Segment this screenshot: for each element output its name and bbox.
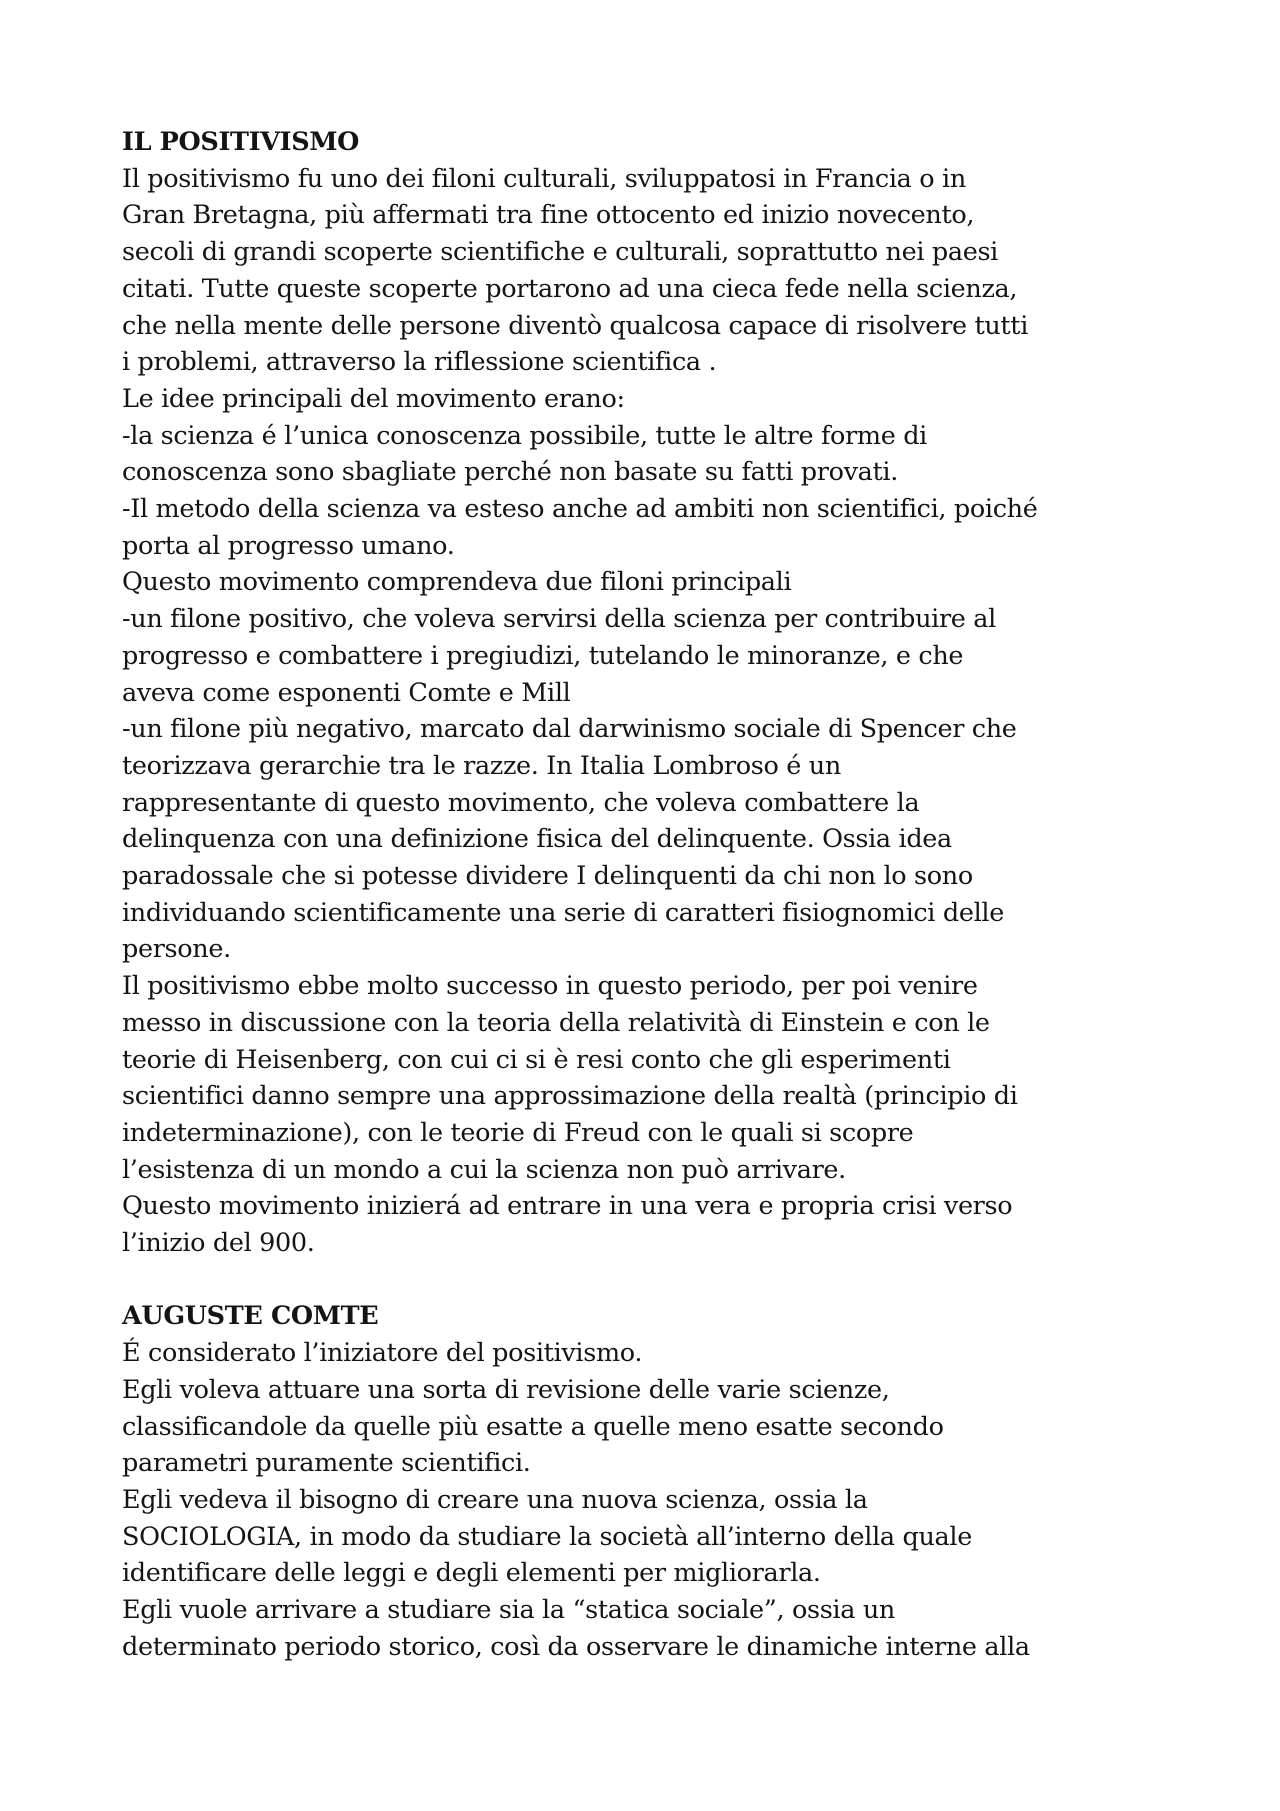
text-line: -un filone positivo, che voleva servirsi della scienza per contribuire al xyxy=(122,604,996,635)
text-line: É considerato l’iniziatore del positivismo. xyxy=(122,1338,643,1369)
text-line: aveva come esponenti Comte e Mill xyxy=(122,677,571,708)
text-line: determinato periodo storico, così da osservare le dinamiche interne alla xyxy=(122,1631,1030,1662)
text-line: Gran Bretagna, più affermati tra fine ottocento ed inizio novecento, xyxy=(122,200,975,231)
section-body-comte xyxy=(122,1335,1182,1665)
text-line: SOCIOLOGIA, in modo da studiare la società all’interno della quale xyxy=(122,1521,972,1552)
text-line: Il positivismo ebbe molto successo in questo periodo, per poi venire xyxy=(122,971,978,1002)
text-line: l’esistenza di un mondo a cui la scienza non può arrivare. xyxy=(122,1154,846,1185)
section-heading-positivismo: IL POSITIVISMO xyxy=(122,127,360,157)
text-line: rappresentante di questo movimento, che voleva combattere la xyxy=(122,787,920,818)
text-line: citati. Tutte queste scoperte portarono ad una cieca fede nella scienza, xyxy=(122,273,1018,304)
text-line: Le idee principali del movimento erano: xyxy=(122,383,625,414)
text-line: Egli voleva attuare una sorta di revisione delle varie scienze, xyxy=(122,1374,890,1405)
text-line: Egli vedeva il bisogno di creare una nuova scienza, ossia la xyxy=(122,1485,868,1515)
text-line: Il positivismo fu uno dei filoni culturali, sviluppatosi in Francia o in xyxy=(122,163,966,194)
text-line: paradossale che si potesse dividere I delinquenti da chi non lo sono xyxy=(122,861,973,892)
text-line: secoli di grandi scoperte scientifiche e culturali, soprattutto nei paesi xyxy=(122,237,998,268)
text-line: teorie di Heisenberg, con cui ci si è resi conto che gli esperimenti xyxy=(122,1044,951,1075)
text-line: -un filone più negativo, marcato dal darwinismo sociale di Spencer che xyxy=(122,714,1017,745)
text-line: messo in discussione con la teoria della relatività di Einstein e con le xyxy=(122,1007,990,1038)
text-line: individuando scientificamente una serie di caratteri fisiognomici delle xyxy=(122,897,1004,928)
section-heading-comte: AUGUSTE COMTE xyxy=(122,1301,379,1332)
text-line: classificandole da quelle più esatte a quelle meno esatte secondo xyxy=(122,1411,944,1442)
text-line: l’inizio del 900. xyxy=(122,1228,315,1259)
section-body-positivismo xyxy=(122,161,1182,1262)
text-line: identificare delle leggi e degli elementi per migliorarla. xyxy=(122,1558,821,1589)
text-line: progresso e combattere i pregiudizi, tutelando le minoranze, e che xyxy=(122,640,964,671)
text-line: i problemi, attraverso la riflessione scientifica . xyxy=(122,347,717,378)
text-line: Questo movimento inizierá ad entrare in una vera e propria crisi verso xyxy=(122,1191,1013,1222)
text-line: -la scienza é l’unica conoscenza possibile, tutte le altre forme di xyxy=(122,420,927,451)
text-line: che nella mente delle persone diventò qualcosa capace di risolvere tutti xyxy=(122,310,1029,341)
text-line: indeterminazione), con le teorie di Freud con le quali si scopre xyxy=(122,1117,914,1148)
text-line: persone. xyxy=(122,934,231,965)
document-page xyxy=(122,124,1182,1666)
text-line: scientifici danno sempre una approssimazione della realtà (principio di xyxy=(122,1081,1018,1112)
text-line: -Il metodo della scienza va esteso anche ad ambiti non scientifici, poiché xyxy=(122,494,1038,525)
text-line: parametri puramente scientifici. xyxy=(122,1448,531,1479)
text-line: delinquenza con una definizione fisica del delinquente. Ossia idea xyxy=(122,824,952,855)
text-line: Questo movimento comprendeva due filoni principali xyxy=(122,567,792,598)
text-line: conoscenza sono sbagliate perché non basate su fatti provati. xyxy=(122,457,898,488)
text-line: porta al progresso umano. xyxy=(122,530,455,561)
text-line: Egli vuole arrivare a studiare sia la “statica sociale”, ossia un xyxy=(122,1595,895,1626)
text-line: teorizzava gerarchie tra le razze. In Italia Lombroso é un xyxy=(122,750,841,781)
section-spacer xyxy=(122,1262,1182,1299)
